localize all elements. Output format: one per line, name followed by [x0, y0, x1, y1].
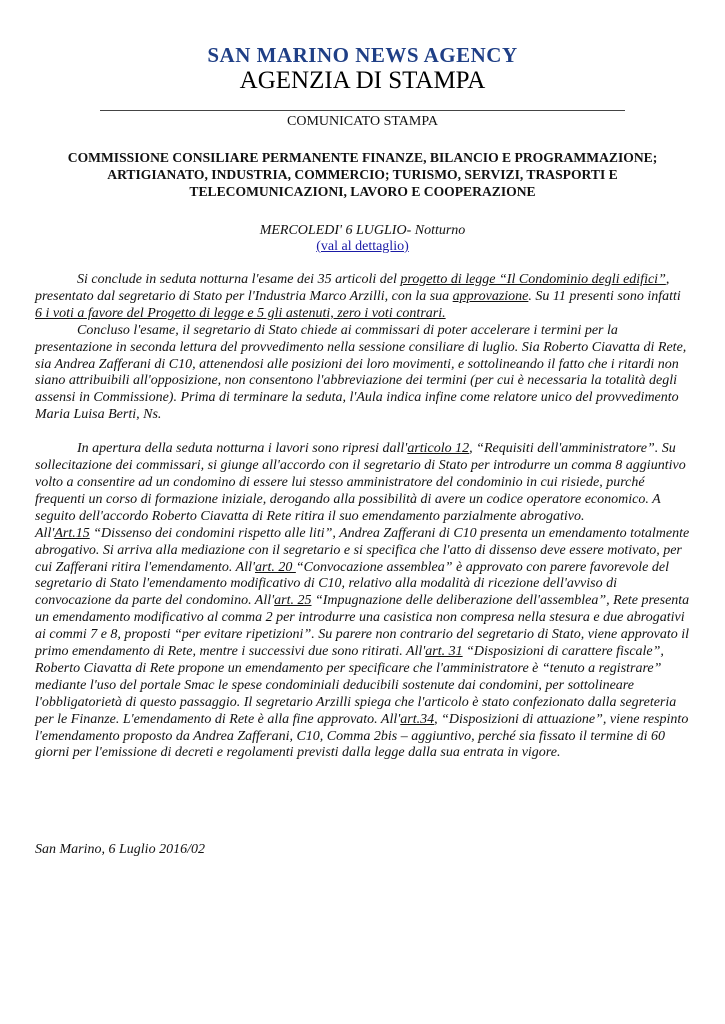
text: “Dissenso dei condomini rispetto alle liti”, Andrea Zafferani di C10 presenta un emendamento totalmente abrogativo. Si arriva alla mediazione con il segretario e si specifica che l'atto di dissenso deve essere motivato, per cui Zafferani ritira l'emendamento. All': [35, 525, 690, 575]
law-link[interactable]: progetto di legge “Il Condominio degli edifici”: [400, 272, 666, 287]
approval-link[interactable]: approvazione: [452, 288, 529, 304]
article-20-link[interactable]: art. 20: [255, 559, 296, 575]
text: . Su 11 presenti sono infatti: [528, 288, 681, 304]
header-divider: [100, 110, 625, 111]
commission-line: TELECOMUNICAZIONI, LAVORO E COOPERAZIONE: [189, 184, 536, 199]
text: “Impugnazione delle deliberazione dell'assemblea”, Rete presenta un emendamento modificativo al comma 2 per introdurre una casistica non compresa nella stesura e due abrogativi ai commi 7 e 8, proposti “per evitare ripetizioni”. Su parere non contrario del segretario di Stato, viene approvato il primo emendamento di Rete, mentre i successivi due sono ritirati. All': [35, 593, 690, 660]
paragraph: [35, 272, 691, 323]
vote-result: 6 i voti a favore del Progetto di legge e 5 gli astenuti, zero i voti contrari.: [35, 305, 446, 321]
text: All': [35, 525, 55, 541]
article-25-link[interactable]: art. 25: [274, 593, 312, 609]
spacer: [35, 424, 691, 441]
paragraph: [35, 441, 691, 526]
text: “Disposizioni di carattere fiscale”, Roberto Ciavatta di Rete propone un emendamento per specificare che l'amministratore è “tenuto a registrare” mediante l'uso del portale Smac le spese condominiali deducibili sostenute dai condomini, per sottolineare l'obbligatorietà di questo passaggio. Il segretario Arzilli spiega che l'articolo è stato confezionato dalla segreteria per le Finanze. L'emendamento di Rete è alla fine approvato. All': [35, 644, 677, 727]
detail-link[interactable]: (val al dettaglio): [316, 239, 409, 254]
text: , “Requisiti dell'amministratore”. Su sollecitazione dei commissari, si giunge all'accordo con il segretario di Stato per introdurre un comma 8 aggiuntivo volto a consentire ad un condomino di essere lui stesso amministratore del condominio in cui risiede, purché frequenti un corso di formazione iniziale, derogando alla possibilità di avere un codice operatore economico. A seguito dell'accordo Roberto Ciavatta di Rete ritira il suo emendamento parzialmente abrogativo.: [35, 441, 686, 524]
page-title: AGENZIA DI STAMPA: [239, 67, 486, 94]
text: , “Disposizioni di attuazione”, viene respinto l'emendamento proposto da Andrea Zafferani, C10, Comma 2bis – aggiuntivo, perché sia fissato il termine di 60 giorni per l'emissione di decreti e regolamenti previsti dalla legge dalla sua entrata in vigore.: [35, 711, 689, 761]
article-34-link[interactable]: art.34: [400, 711, 435, 727]
session-date: MERCOLEDI' 6 LUGLIO- Notturno: [259, 223, 466, 238]
article-body: [35, 272, 691, 762]
agency-name: SAN MARINO NEWS AGENCY: [207, 43, 518, 67]
article-31-link[interactable]: art. 31: [425, 644, 463, 660]
document-type: COMUNICATO STAMPA: [287, 114, 438, 129]
commission-heading: [40, 149, 685, 200]
commission-line: COMMISSIONE CONSILIARE PERMANENTE FINANZE, BILANCIO E PROGRAMMAZIONE;: [67, 150, 658, 165]
paragraph: [35, 526, 691, 763]
article-15-link[interactable]: Art.15: [54, 525, 90, 541]
text: “Convocazione assemblea” è approvato con parere favorevole del segretario di Stato l'emendamento modificativo di C10, relativo alla modalità di ricezione dell'avviso di convocazione da parte del condomino. All': [35, 559, 669, 609]
commission-line: ARTIGIANATO, INDUSTRIA, COMMERCIO; TURISMO, SERVIZI, TRASPORTI E: [107, 167, 618, 182]
text: Si conclude in seduta notturna l'esame dei 35 articoli del: [77, 272, 401, 287]
paragraph: Concluso l'esame, il segretario di Stato chiede ai commissari di poter accelerare i termini per la presentazione in seconda lettura del provvedimento nella sessione consiliare di luglio. Sia Roberto Ciavatta di Rete, sia Andrea Zafferani di C10, attenendosi alle posizioni dei loro movimenti, e sottolineando il fatto che i ritardi non siano attribuibili all'opposizione, non consentono l'abbreviazione dei termini (per cui è necessaria la totalità degli assensi in Commissione). Prima di terminare la seduta, l'Aula indica infine come relatore unico del provvedimento Maria Luisa Berti, Ns.: [35, 322, 687, 423]
article-12-link[interactable]: articolo 12: [407, 441, 470, 457]
dateline: San Marino, 6 Luglio 2016/02: [35, 842, 205, 857]
text: , presentato dal segretario di Stato per l'Industria Marco Arzilli, con la sua: [35, 272, 670, 304]
text: In apertura della seduta notturna i lavori sono ripresi dall': [77, 441, 408, 457]
